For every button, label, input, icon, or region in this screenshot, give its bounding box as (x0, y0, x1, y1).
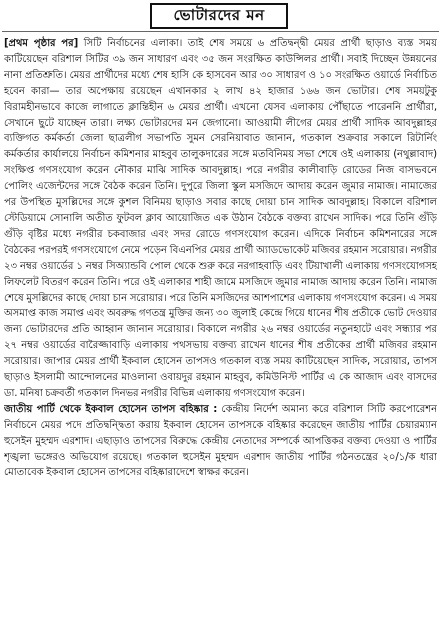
paragraph-two (4, 402, 437, 482)
paragraph-two-text: কেন্দ্রীয় নির্দেশ অমান্য করে বরিশাল সিটি করপোরেশন নির্বাচনে মেয়র পদে প্রতিদ্বন্দ্বিতা করায় ইকবাল হোসেন তাপসকে বহিষ্কার করেছেন জাতীয় পার্টির চেয়ারম্যান হুসেইন মুহম্মদ এরশাদ। এছাড়াও তাপসের বিরুদ্ধে কেন্দ্রীয় নেতাদের সম্পর্কে আপত্তিকর বক্তব্য দেওয়া ও পার্টির শৃঙ্খলা ভঙ্গেরও অভিযোগ রয়েছে। গতকাল হুসেইন মুহম্মদ এরশাদ জাতীয় পার্টির গঠনতন্ত্রের ২০/১/ক ধারা মোতাবেক ইকবাল হোসেন তাপসের বহিষ্কারাদেশে স্বাক্ষর করেন। (4, 403, 437, 479)
subhead-expulsion: জাতীয় পার্টি থেকে ইকবাল হোসেন তাপস বহিষ্কার : (4, 403, 218, 415)
headline-bar (0, 0, 441, 34)
headline-divider (2, 31, 439, 32)
continuation-kicker: [প্রথম পৃষ্ঠার পর] (4, 38, 79, 49)
paragraph-one (4, 36, 437, 402)
headline-box (150, 3, 288, 29)
paragraph-one-text: সিটি নির্বাচনের এলাকা। তাই শেষ সময়ে ৬ প্রতিদ্বন্দ্বী মেয়র প্রার্থী ছাড়াও ব্যস্ত সময় কাটিয়েছেন বরিশাল সিটির ৩৯ জন সাধারণ এবং ৩৫ জন সংরক্ষিত কাউন্সিলর প্রার্থী। সবাই দিচ্ছেন উন্নয়নের নানা প্রতিশ্রুতি। মেয়র প্রার্থীদের মধ্যে শেষ হাসি কে হাসবেন আর ৩০ সাধারণ ও ১০ সংরক্ষিত ওয়ার্ডে নির্বাচিত হবেন কারা— তার অপেক্ষায় রয়েছেন এখানকার ২ লাখ ৪২ হাজার ১৬৬ জন ভোটার। শেষ সময়টুকু বিরামহীনভাবে কাজে লাগাতে ক্লান্তিহীন ৬ মেয়র প্রার্থী। এখনো যেসব এলাকায় পৌঁছাতে পারেননি প্রার্থীরা, সেখানে ছুটে যাচ্ছেন তারা। লক্ষ্য ভোটারদের মন জেগানো। আওয়ামী লীগের মেয়র প্রার্থী সাদিক আবদুল্লাহর ব্যক্তিগত কর্মকর্তা জেলা ছাত্রলীগ সভাপতি সুমন সেরনিয়াবাত জানান, গতকাল শুক্রবার সকালে রিটার্নিং কর্মকর্তার কার্যালয়ে নির্বাচন কমিশনার মাহবুব তালুকদারের সঙ্গে মতবিনিময় সভা শেষে ওই এলাকায় (নথুল্লাবাদ) সংক্ষিপ্ত গণসংযোগ করেন নৌকার মাঝি সাদিক আবদুল্লাহ। পরে নগরীর কালীবাড়ি রোডের নিজ বাসভবনে পোলিং এজেন্টদের সঙ্গে বৈঠক করেন তিনি। দুপুরে জিলা স্কুল মসজিদে আদায় করেন জুমার নামাজ। নামাজের পর উপস্থিত মুসল্লিদের সঙ্গে কুশল বিনিময় ছাড়াও সবার কাছে দোয়া চান সাদিক আবদুল্লাহ। বিকালে বরিশাল স্টেডিয়ামে সোনালি অতীত ফুটবল ক্লাব আয়োজিত এক উঠান বৈঠকে বক্তব্য রাখেন সাদিক। পরে তিনি গুঁড়ি গুঁড়ি বৃষ্টির মধ্যে নগরীর চকবাজার এবং সদর রোডে গণসংযোগ করেন। এদিকে নির্বাচন কমিশনারের সঙ্গে বৈঠকের পরপরই গণসংযোগে নেমে পড়েন বিএনপির মেয়র প্রার্থী অ্যাডভোকেট মজিবর রহমান সরোয়ার। নগরীর ২৩ নম্বর ওয়ার্ডের ১ নম্বর সিঅ্যান্ডবি পোল থেকে শুরু করে নরগাহবাড়ি এবং টিয়াখালী এলাকায় গণসংযোগসহ লিফলেট বিতরণ করেন তিনি। পরে ওই এলাকার শাহী জামে মসজিদে জুমার নামাজ আদায় করেন তিনি। নামাজ শেষে মুসল্লিদের কাছে দোয়া চান সরোয়ার। পরে তিনি মসজিদের আশপাশের এলাকায় গণসংযোগ করেন। এ সময় অসমাপ্ত কাজ সমাপ্ত এবং অবরুদ্ধ গণতন্ত্র মুক্তির জন্য ৩০ জুলাই কেন্দ্রে গিয়ে ধানের শীষ প্রতীকে ভোট দেওয়ার জন্য ভোটারদের প্রতি আহ্বান জানান সরোয়ার। বিকালে নগরীর ২৬ নম্বর ওয়ার্ডের নতুনহাটে এবং সন্ধ্যার পর ২৭ নম্বর ওয়ার্ডের বারৈজ্জাবাড়ি এলাকায় পথসভায় বক্তব্য রাখেন ধানের শীষ প্রতীকের প্রার্থী মজিবর রহমান সরোয়ার। জাপার মেয়র প্রার্থী ইকবাল হোসেন তাপসও গতকাল ব্যস্ত সময় কাটিয়েছেন সাদিক, সরোয়ার, তাপস ছাড়াও ইসলামী আন্দোলনের মাওলানা ওবায়দুর রহমান মাহবুব, কমিউনিস্ট পার্টির এ কে আজাদ এবং বাসদের ডা. মনিষা চক্রবর্তী গতকাল দিনভর নগরীর বিভিন্ন এলাকায় গণসংযোগ করেন। (4, 38, 437, 399)
article-body (4, 36, 437, 634)
headline: ভোটারদের মন (173, 5, 265, 24)
